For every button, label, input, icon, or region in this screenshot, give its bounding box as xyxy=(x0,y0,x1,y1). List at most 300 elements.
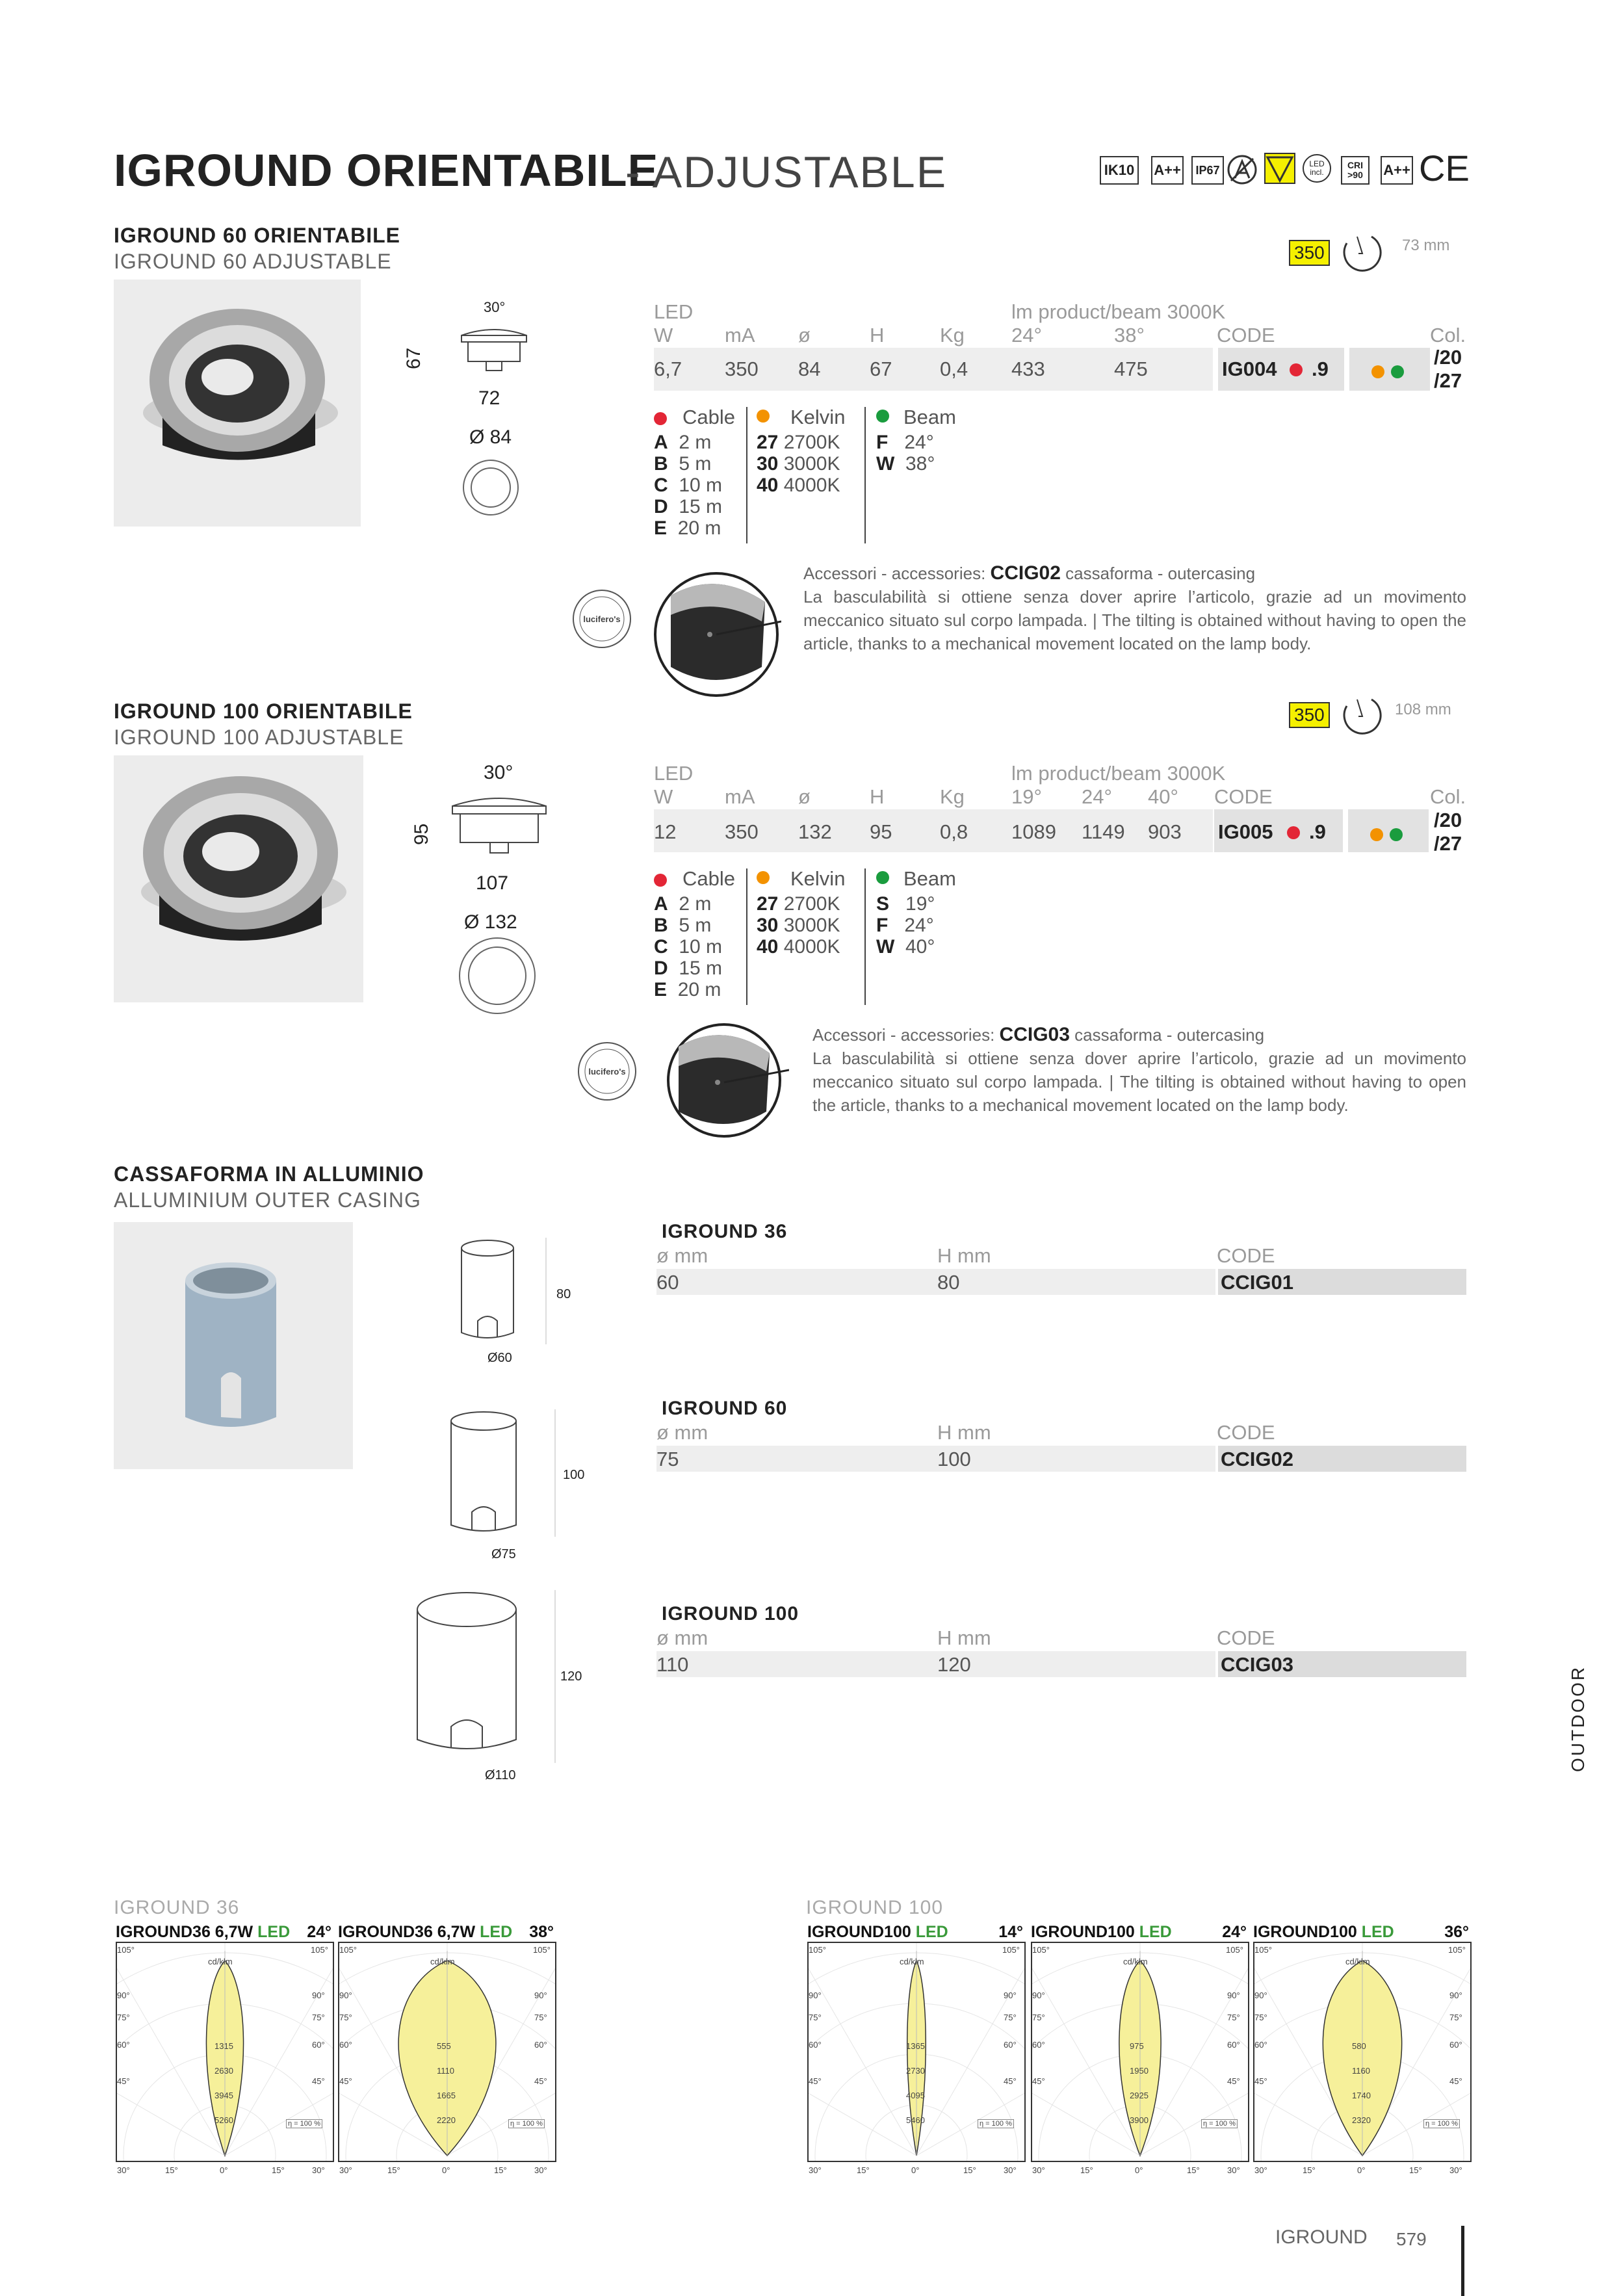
angle-label: 15° xyxy=(857,2165,870,2175)
p60-opt-divider1 xyxy=(746,407,747,543)
angle-label: 60° xyxy=(312,2040,325,2050)
chart-led-label: LED xyxy=(915,1923,948,1941)
angle-label: 45° xyxy=(312,2076,325,2086)
angle-label: 75° xyxy=(809,2013,822,2022)
angle-label: 30° xyxy=(339,2165,352,2175)
intensity-value: 3945 xyxy=(214,2091,233,2100)
casing-100-dim-d: Ø110 xyxy=(485,1768,516,1782)
p100-dim-width: 107 xyxy=(476,872,509,894)
p100-val-lm2: 1149 xyxy=(1082,820,1125,843)
footer-section: IGROUND xyxy=(1275,2226,1368,2248)
p60-kelvin-40: 40 4000K xyxy=(757,475,840,496)
p60-col-w: W xyxy=(654,324,673,346)
angle-label: 45° xyxy=(117,2076,130,2086)
p100-code-suffix: .9 xyxy=(1309,820,1326,843)
p100-name-it: IGROUND 100 ORIENTABILE xyxy=(114,699,413,723)
intensity-value: 555 xyxy=(437,2041,451,2051)
angle-label: 15° xyxy=(963,2165,976,2175)
intensity-value: 5460 xyxy=(906,2115,925,2125)
photometric-chart xyxy=(807,1923,1023,2175)
cert-ik10: IK10 xyxy=(1100,156,1139,185)
intensity-value: 1950 xyxy=(1130,2066,1149,2076)
p60-code: IG004 xyxy=(1222,358,1277,380)
p60-beam-f: F 24° xyxy=(876,432,934,453)
photometric-chart xyxy=(1253,1923,1469,2175)
angle-label: 15° xyxy=(1080,2165,1093,2175)
p100-kelvin-30: 30 3000K xyxy=(757,915,840,936)
chart-model: IGROUND100 xyxy=(1031,1923,1135,1941)
casing-60-hdr-code: CODE xyxy=(1217,1421,1275,1444)
unit-label: cd/klm xyxy=(1345,1957,1370,1966)
p100-col-20: /20 xyxy=(1434,809,1462,831)
p100-cable-list xyxy=(654,893,722,1000)
p60-col-beam1: 24° xyxy=(1011,324,1042,346)
chart-model: IGROUND100 xyxy=(1253,1923,1357,1941)
photometric-chart-name xyxy=(116,1923,290,1942)
angle-label: 90° xyxy=(1254,1990,1267,2000)
p60-val-lm2: 475 xyxy=(1114,358,1148,380)
angle-label: 105° xyxy=(1032,1945,1050,1955)
angle-label: 75° xyxy=(339,2013,352,2022)
p60-cable-e: E 20 m xyxy=(654,517,721,539)
angle-label: 105° xyxy=(1002,1945,1020,1955)
angle-label: 30° xyxy=(1449,2165,1462,2175)
angle-label: 45° xyxy=(1254,2076,1267,2086)
casing-100-dim-h: 120 xyxy=(560,1669,582,1684)
p100-val-kg: 0,8 xyxy=(940,820,968,843)
photometric-chart-name xyxy=(338,1923,512,1942)
chart-model: IGROUND100 xyxy=(807,1923,911,1941)
p100-cable-a: A 2 m xyxy=(654,893,712,915)
intensity-value: 2730 xyxy=(906,2066,925,2076)
angle-label: 30° xyxy=(1004,2165,1017,2175)
p100-opt-divider1 xyxy=(746,868,747,1005)
p60-code-dot-red xyxy=(1290,363,1303,376)
p60-cable-d: D 15 m xyxy=(654,496,723,517)
angle-label: 45° xyxy=(534,2076,547,2086)
intensity-value: 1740 xyxy=(1352,2091,1371,2100)
unit-label: cd/klm xyxy=(900,1957,924,1966)
p100-depth: 108 mm xyxy=(1395,701,1451,718)
p100-val-diam: 132 xyxy=(798,820,832,843)
chart-beam-angle: 38° xyxy=(529,1923,554,1941)
p60-name-it: IGROUND 60 ORIENTABILE xyxy=(114,224,400,247)
p100-cable-d: D 15 m xyxy=(654,958,723,979)
svg-text:lucifero's: lucifero's xyxy=(588,1067,626,1076)
p60-col-kg: Kg xyxy=(940,324,965,346)
p100-kelvin-dot xyxy=(757,871,770,884)
angle-label: 0° xyxy=(442,2165,450,2175)
photo-group-100: IGROUND 100 xyxy=(806,1897,944,1918)
intensity-value: 1365 xyxy=(906,2041,925,2051)
p60-kelvin-dot xyxy=(757,410,770,423)
photometric-chart-name xyxy=(1031,1923,1172,1942)
angle-label: 90° xyxy=(312,1990,325,2000)
p100-beam-f: F 24° xyxy=(876,915,934,936)
p100-dim-height: 95 xyxy=(411,823,432,845)
casing-60-row-bg xyxy=(656,1446,1215,1472)
p100-cable-title: Cable xyxy=(682,867,735,890)
polar-diagram xyxy=(338,1942,556,2162)
intensity-value: 3900 xyxy=(1130,2115,1149,2125)
angle-label: 60° xyxy=(1254,2040,1267,2050)
casing-100-hdr-code: CODE xyxy=(1217,1626,1275,1649)
footer-bar xyxy=(1461,2226,1464,2296)
angle-label: 30° xyxy=(117,2165,130,2175)
p60-val-w: 6,7 xyxy=(654,358,682,380)
chart-led-label: LED xyxy=(480,1923,513,1941)
casing-36-hdr-code: CODE xyxy=(1217,1244,1275,1267)
chart-led-label: LED xyxy=(1361,1923,1394,1941)
p60-detail-image xyxy=(651,569,781,699)
intensity-value: 2220 xyxy=(437,2115,456,2125)
p60-val-lm1: 433 xyxy=(1011,358,1045,380)
p60-col-20: /20 xyxy=(1434,346,1462,369)
p100-code-dot-red xyxy=(1287,826,1300,839)
led-incl-label: LED incl. xyxy=(1309,159,1325,177)
chart-beam-angle: 36° xyxy=(1444,1923,1469,1941)
intensity-value: 4095 xyxy=(906,2091,925,2100)
angle-label: 105° xyxy=(1448,1945,1466,1955)
p100-val-lm3: 903 xyxy=(1148,820,1182,843)
casing-100-row-bg xyxy=(656,1651,1215,1677)
angle-label: 0° xyxy=(1135,2165,1143,2175)
casing-36-row-bg xyxy=(656,1269,1215,1295)
p100-acc-code: CCIG03 xyxy=(999,1024,1070,1045)
angle-label: 15° xyxy=(387,2165,400,2175)
efficiency-label: η = 100 % xyxy=(508,2119,545,2128)
p100-beam-title: Beam xyxy=(903,867,956,890)
p100-cable-b: B 5 m xyxy=(654,915,712,936)
p100-kelvin-list xyxy=(757,893,840,958)
svg-text:lucifero's: lucifero's xyxy=(583,614,621,624)
casing-image xyxy=(114,1222,353,1469)
casing-36-d: 60 xyxy=(656,1271,679,1294)
p100-dim-angle: 30° xyxy=(484,762,513,783)
polar-diagram xyxy=(1253,1942,1472,2162)
casing-36-hdr-h: H mm xyxy=(937,1244,991,1267)
angle-label: 60° xyxy=(1004,2040,1017,2050)
intensity-value: 5260 xyxy=(214,2115,233,2125)
angle-label: 45° xyxy=(1004,2076,1017,2086)
p60-cable-a: A 2 m xyxy=(654,432,712,453)
casing-60-hdr-d: ø mm xyxy=(656,1421,708,1444)
photometric-chart xyxy=(116,1923,331,2175)
photometric-chart-title xyxy=(1031,1923,1247,1942)
page-subtitle: - ADJUSTABLE xyxy=(625,148,948,197)
angle-label: 0° xyxy=(1357,2165,1366,2175)
chart-model: IGROUND36 6,7W xyxy=(116,1923,253,1941)
p100-name-en: IGROUND 100 ADJUSTABLE xyxy=(114,725,404,749)
angle-label: 15° xyxy=(165,2165,178,2175)
p100-col-diam: ø xyxy=(798,785,811,808)
intensity-value: 1665 xyxy=(437,2091,456,2100)
p100-side-drawing xyxy=(434,787,564,865)
photometric-chart-title xyxy=(1253,1923,1469,1942)
p60-opt-divider2 xyxy=(864,407,866,543)
p100-kelvin-40: 40 4000K xyxy=(757,936,840,958)
angle-label: 75° xyxy=(1227,2013,1240,2022)
p100-col-w: W xyxy=(654,785,673,808)
p100-color-bg xyxy=(1348,809,1429,852)
p100-code: IG005 xyxy=(1218,820,1273,843)
casing-photo xyxy=(114,1222,353,1469)
angle-label: 60° xyxy=(1227,2040,1240,2050)
p100-beam-s: S 19° xyxy=(876,893,935,915)
p60-photo xyxy=(114,280,361,527)
photometric-chart-title xyxy=(116,1923,331,1942)
angle-label: 45° xyxy=(1449,2076,1462,2086)
casing-60-drawing xyxy=(432,1407,575,1543)
angle-label: 60° xyxy=(117,2040,130,2050)
angle-label: 105° xyxy=(311,1945,328,1955)
angle-label: 60° xyxy=(339,2040,352,2050)
p100-col-ma: mA xyxy=(725,785,755,808)
p100-lamp-image xyxy=(114,755,363,1002)
casing-36-drawing xyxy=(448,1235,565,1352)
unit-label: cd/klm xyxy=(1123,1957,1148,1966)
angle-label: 105° xyxy=(1226,1945,1243,1955)
p60-beam-dot xyxy=(876,410,889,423)
casing-100-hdr-h: H mm xyxy=(937,1626,991,1649)
p100-detail-image xyxy=(659,1021,789,1138)
p60-acc-code: CCIG02 xyxy=(990,562,1061,584)
p100-val-ma: 350 xyxy=(725,820,759,843)
casing-36-hdr-d: ø mm xyxy=(656,1244,708,1267)
chart-model: IGROUND36 6,7W xyxy=(338,1923,476,1941)
p60-col-diam: ø xyxy=(798,324,811,346)
efficiency-label: η = 100 % xyxy=(1423,2119,1460,2128)
p100-top-drawing xyxy=(455,933,539,1018)
polar-diagram xyxy=(116,1942,334,2162)
angle-label: 105° xyxy=(1254,1945,1272,1955)
casing-100-hdr-d: ø mm xyxy=(656,1626,708,1649)
cert-energy-a: A++ xyxy=(1151,156,1184,185)
p100-col-kg: Kg xyxy=(940,785,965,808)
p60-col-h: H xyxy=(870,324,885,346)
p60-val-h: 67 xyxy=(870,358,892,380)
casing-100-drawing xyxy=(395,1587,577,1769)
p60-kelvin-27: 27 2700K xyxy=(757,432,840,453)
photometric-chart xyxy=(338,1923,554,2175)
p60-tilt-icon xyxy=(1339,230,1384,276)
angle-label: 90° xyxy=(1449,1990,1462,2000)
casing-36-name: IGROUND 36 xyxy=(662,1221,788,1242)
intensity-value: 2320 xyxy=(1352,2115,1371,2125)
intensity-value: 2630 xyxy=(214,2066,233,2076)
casing-title-it: CASSAFORMA IN ALLUMINIO xyxy=(114,1162,424,1186)
p100-col-27: /27 xyxy=(1434,832,1462,855)
angle-label: 60° xyxy=(1032,2040,1045,2050)
angle-label: 15° xyxy=(1303,2165,1316,2175)
angle-label: 0° xyxy=(911,2165,920,2175)
p100-dim-diameter: Ø 132 xyxy=(464,911,517,933)
unit-label: cd/klm xyxy=(430,1957,455,1966)
p100-patent-stamp-icon xyxy=(575,1039,640,1104)
angle-label: 105° xyxy=(117,1945,135,1955)
casing-60-hdr-h: H mm xyxy=(937,1421,991,1444)
casing-60-name: IGROUND 60 xyxy=(662,1398,788,1419)
angle-label: 0° xyxy=(220,2165,228,2175)
angle-label: 75° xyxy=(1449,2013,1462,2022)
casing-36-h: 80 xyxy=(937,1271,960,1294)
casing-60-code: CCIG02 xyxy=(1221,1448,1293,1470)
polar-diagram xyxy=(1031,1942,1249,2162)
angle-label: 75° xyxy=(534,2013,547,2022)
p100-hdr-lm: lm product/beam 3000K xyxy=(1011,762,1226,785)
p100-color-dot-orange xyxy=(1370,828,1383,841)
photometric-chart-name xyxy=(807,1923,948,1942)
p60-cable-c: C 10 m xyxy=(654,475,723,496)
p100-col-beam2: 24° xyxy=(1082,785,1112,808)
angle-label: 75° xyxy=(1032,2013,1045,2022)
angle-label: 15° xyxy=(272,2165,285,2175)
angle-label: 105° xyxy=(533,1945,551,1955)
casing-100-h: 120 xyxy=(937,1653,971,1676)
p100-col-beam3: 40° xyxy=(1148,785,1178,808)
angle-label: 30° xyxy=(809,2165,822,2175)
angle-label: 90° xyxy=(534,1990,547,2000)
casing-60-dim-h: 100 xyxy=(563,1468,585,1482)
no-glowwire-icon xyxy=(1226,153,1258,186)
casing-60-d: 75 xyxy=(656,1448,679,1470)
p60-val-ma: 350 xyxy=(725,358,759,380)
unit-label: cd/klm xyxy=(208,1957,233,1966)
angle-label: 45° xyxy=(809,2076,822,2086)
p100-cable-e: E 20 m xyxy=(654,979,721,1000)
angle-label: 90° xyxy=(1227,1990,1240,2000)
p60-beam-title: Beam xyxy=(903,406,956,428)
p60-side-drawing xyxy=(429,317,559,376)
angle-label: 30° xyxy=(534,2165,547,2175)
p60-color-dot-orange xyxy=(1371,365,1384,378)
angle-label: 45° xyxy=(1032,2076,1045,2086)
casing-36-dim-d: Ø60 xyxy=(487,1351,512,1365)
angle-label: 90° xyxy=(809,1990,822,2000)
p100-val-h: 95 xyxy=(870,820,892,843)
page-title: IGROUND ORIENTABILE xyxy=(114,145,659,196)
p100-opt-divider2 xyxy=(864,868,866,1005)
p60-name-en: IGROUND 60 ADJUSTABLE xyxy=(114,250,392,273)
ce-mark: CE xyxy=(1419,148,1470,189)
angle-label: 105° xyxy=(809,1945,826,1955)
p60-val-diam: 84 xyxy=(798,358,821,380)
p60-kelvin-list xyxy=(757,432,840,496)
p60-dim-diameter: Ø 84 xyxy=(469,426,512,448)
intensity-value: 1315 xyxy=(214,2041,233,2051)
casing-36-code: CCIG01 xyxy=(1221,1271,1293,1294)
intensity-value: 975 xyxy=(1130,2041,1144,2051)
p60-dim-angle: 30° xyxy=(484,299,506,315)
p100-color-dot-green xyxy=(1390,828,1403,841)
p100-beam-dot xyxy=(876,871,889,884)
intensity-value: 1160 xyxy=(1352,2066,1370,2076)
p60-beam-w: W 38° xyxy=(876,453,935,475)
cert-cri: CRI >90 xyxy=(1341,156,1370,185)
p100-kelvin-title: Kelvin xyxy=(790,867,846,890)
p100-hdr-led: LED xyxy=(654,762,694,785)
p60-top-drawing xyxy=(458,455,523,520)
intensity-value: 580 xyxy=(1352,2041,1366,2051)
casing-60-dim-d: Ø75 xyxy=(491,1547,516,1561)
angle-label: 90° xyxy=(1032,1990,1045,2000)
p100-val-w: 12 xyxy=(654,820,677,843)
p60-cable-title: Cable xyxy=(682,406,735,428)
chart-led-label: LED xyxy=(1139,1923,1172,1941)
p100-val-lm1: 1089 xyxy=(1011,820,1056,843)
cert-energy-a2: A++ xyxy=(1381,156,1413,185)
p100-col-col: Col. xyxy=(1430,785,1466,808)
side-section-label: OUTDOOR xyxy=(1568,1665,1588,1772)
casing-60-h: 100 xyxy=(937,1448,971,1470)
p60-accessories: Accessori - accessories: CCIG02 cassaforma - outercasing xyxy=(803,562,1256,584)
intensity-value: 1110 xyxy=(437,2066,454,2076)
efficiency-label: η = 100 % xyxy=(978,2119,1014,2128)
p100-accessories: Accessori - accessories: CCIG03 cassaforma - outercasing xyxy=(812,1024,1265,1045)
p60-depth: 73 mm xyxy=(1402,237,1450,254)
angle-label: 75° xyxy=(1004,2013,1017,2022)
polar-grid-spoke xyxy=(807,1964,916,2156)
angle-label: 60° xyxy=(534,2040,547,2050)
angle-label: 30° xyxy=(1227,2165,1240,2175)
p100-cable-dot xyxy=(654,874,667,887)
angle-label: 105° xyxy=(339,1945,357,1955)
p60-current-badge: 350 xyxy=(1289,240,1330,266)
p60-cable-dot xyxy=(654,412,667,425)
p60-col-27: /27 xyxy=(1434,369,1462,392)
p60-dim-width: 72 xyxy=(478,387,500,409)
p100-col-beam1: 19° xyxy=(1011,785,1042,808)
photometric-chart-name xyxy=(1253,1923,1394,1942)
angle-label: 75° xyxy=(117,2013,130,2022)
p60-kelvin-30: 30 3000K xyxy=(757,453,840,475)
p60-col-col: Col. xyxy=(1430,324,1466,346)
angle-label: 60° xyxy=(1449,2040,1462,2050)
p100-col-h: H xyxy=(870,785,885,808)
p60-val-kg: 0,4 xyxy=(940,358,968,380)
angle-label: 30° xyxy=(1032,2165,1045,2175)
photometric-chart-title xyxy=(338,1923,554,1942)
photometric-chart-title xyxy=(807,1923,1023,1942)
footer-page-number: 579 xyxy=(1396,2229,1427,2249)
angle-label: 15° xyxy=(1187,2165,1200,2175)
chart-led-label: LED xyxy=(257,1923,291,1941)
photometric-chart xyxy=(1031,1923,1247,2175)
casing-100-code: CCIG03 xyxy=(1221,1653,1293,1676)
polar-diagram xyxy=(807,1942,1026,2162)
chart-beam-angle: 24° xyxy=(1222,1923,1247,1941)
p60-lamp-image xyxy=(114,280,361,527)
p100-cable-c: C 10 m xyxy=(654,936,723,958)
angle-label: 15° xyxy=(494,2165,507,2175)
p100-kelvin-27: 27 2700K xyxy=(757,893,840,915)
angle-label: 45° xyxy=(1227,2076,1240,2086)
p60-color-dot-green xyxy=(1391,365,1404,378)
cert-ip67: IP67 xyxy=(1191,156,1224,185)
angle-label: 90° xyxy=(339,1990,352,2000)
p100-beam-w: W 40° xyxy=(876,936,935,958)
p60-col-beam2: 38° xyxy=(1114,324,1145,346)
p100-beam-list xyxy=(876,893,935,958)
casing-100-name: IGROUND 100 xyxy=(662,1603,799,1624)
photo-group-36: IGROUND 36 xyxy=(114,1897,240,1918)
p60-cable-list xyxy=(654,432,722,539)
angle-label: 45° xyxy=(339,2076,352,2086)
p60-cable-b: B 5 m xyxy=(654,453,712,475)
p60-beam-list xyxy=(876,432,935,475)
chart-beam-angle: 24° xyxy=(307,1923,331,1941)
p100-col-code: CODE xyxy=(1214,785,1273,808)
